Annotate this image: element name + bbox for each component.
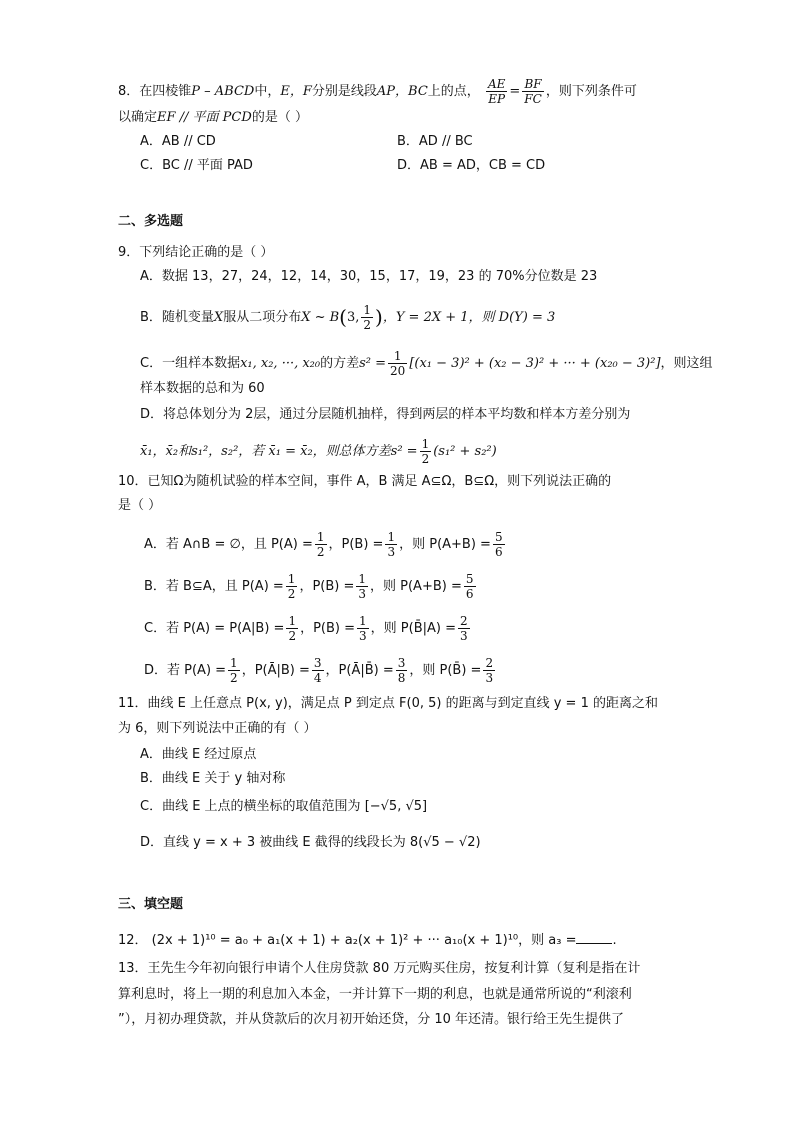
q9-stem: 9．下列结论正确的是（ ） xyxy=(118,245,274,260)
q11-stem-line2: 为 6，则下列说法中正确的有（ ） xyxy=(118,721,317,736)
q8-option-a: A．AB // CD xyxy=(140,134,216,149)
q13-stem: 13．王先生今年初向银行申请个人住房贷款 80 万元购买住房，按复利计算（复利是指在计 xyxy=(118,961,641,976)
q8-ratio-right: $\frac{BF}{FC}$ xyxy=(524,77,542,106)
q11-option-d: D．直线 y = x + 3 被曲线 E 截得的线段长为 8(√5 − √2) xyxy=(140,835,481,850)
q10-option-a: A．若 A∩B = ∅，且 P(A) = $\frac{1}{2}$ ，P(B) = $\frac{1}{3}$ ，则 P(A+B) = $\frac{5}{6}$ xyxy=(144,530,503,559)
q9-option-c: C．一组样本数据x₁, x₂, ···, x₂₀的方差s² = $\frac{1}{20}$ [(x₁ − 3)² + (x₂ − 3)² + ··· + (x₂₀ − 3)²]，则这组 xyxy=(140,349,713,378)
q11-option-b: B．曲线 E 关于 y 轴对称 xyxy=(140,771,286,786)
q8-ratio-left: $\frac{AE}{EP}$ xyxy=(487,77,506,106)
q9-option-c-line2: 样本数据的总和为 60 xyxy=(140,381,265,396)
q11-option-a: A．曲线 E 经过原点 xyxy=(140,747,257,762)
q9-option-d: D．将总体划分为 2层，通过分层随机抽样，得到两层的样本平均数和样本方差分别为 xyxy=(140,407,631,422)
q10-option-b: B．若 B⊆A，且 P(A) = $\frac{1}{2}$ ，P(B) = $\frac{1}{3}$ ，则 P(A+B) = $\frac{5}{6}$ xyxy=(144,572,474,601)
q10-stem: 10．已知Ω为随机试验的样本空间，事件 A，B 满足 A⊆Ω，B⊆Ω，则下列说法正确的 xyxy=(118,474,612,489)
q12-stem: 12． (2x + 1)¹⁰ = a₀ + a₁(x + 1) + a₂(x + 1)² + ··· a₁₀(x + 1)¹⁰，则 a₃ = . xyxy=(118,933,617,948)
section-heading-fill-in: 三、填空题 xyxy=(118,897,184,912)
q8-option-d: D．AB = AD，CB = CD xyxy=(397,158,546,173)
q8-option-b: B．AD // BC xyxy=(397,134,473,149)
q8-stem: 8．在四棱锥P – ABCD中，E，F分别是线段AP，BC上的点， $\frac{AE}{EP}$ = $\frac{BF}{FC}$ ，则下列条件可 xyxy=(118,77,637,106)
q9-option-d-line2: x̄₁，x̄₂和s₁²，s₂²，若 x̄₁ = x̄₂，则总体方差s² = $\frac{1}{2}$ (s₁² + s₂²) xyxy=(140,437,497,466)
q10-option-c: C．若 P(A) = P(A|B) = $\frac{1}{2}$ ，P(B) = $\frac{1}{3}$ ，则 P(B̄|A) = $\frac{2}{3}$ xyxy=(144,614,468,643)
q8-option-c: C．BC // 平面 PAD xyxy=(140,158,253,173)
q8-stem-line2: 以确定EF // 平面 PCD的是（ ） xyxy=(118,110,308,125)
q13-stem-line3: ”），月初办理贷款，并从贷款后的次月初开始还贷，分 10 年还清。银行给王先生提供了 xyxy=(118,1012,625,1027)
q11-stem: 11．曲线 E 上任意点 P(x, y)，满足点 P 到定点 F(0, 5) 的距离与到定直线 y = 1 的距离之和 xyxy=(118,696,658,711)
q10-stem-line2: 是（ ） xyxy=(118,498,162,513)
q10-option-d: D．若 P(A) = $\frac{1}{2}$ ，P(Ā|B) = $\frac{3}{4}$ ，P(Ā|B̄) = $\frac{3}{8}$ ，则 P(B̄) = $\frac{2}{3}$ xyxy=(144,656,494,685)
section-heading-multiple-choice: 二、多选题 xyxy=(118,214,184,229)
q9-option-b: B．随机变量X服从二项分布X ~ B(3, $\frac{1}{2}$ )，Y = 2X + 1，则 D(Y) = 3 xyxy=(140,303,556,332)
q12-answer-blank[interactable] xyxy=(576,931,612,944)
q9-option-a: A．数据 13，27，24，12，14，30，15，17，19，23 的 70%分位数是 23 xyxy=(140,269,598,284)
q13-stem-line2: 算利息时，将上一期的利息加入本金，一并计算下一期的利息，也就是通常所说的“利滚利 xyxy=(118,987,632,1002)
q11-option-c: C．曲线 E 上点的横坐标的取值范围为 [−√5, √5] xyxy=(140,799,428,814)
